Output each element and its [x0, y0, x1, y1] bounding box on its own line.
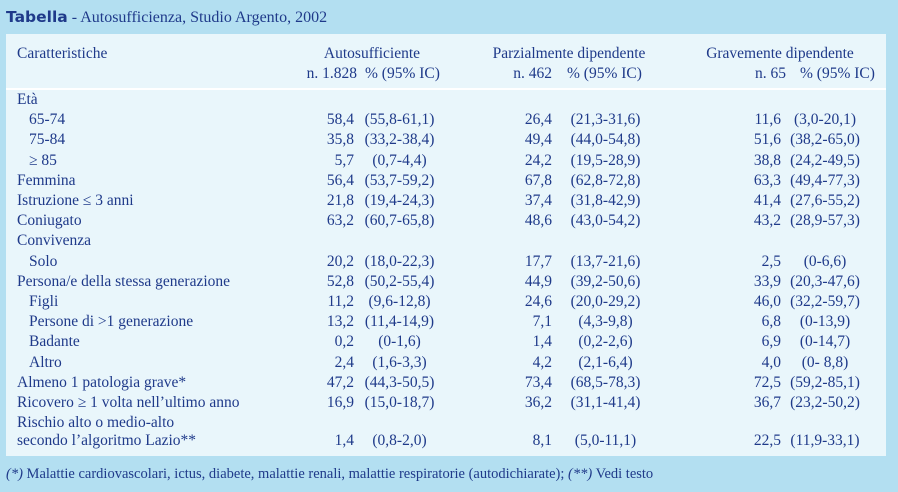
row-confidence-interval: (68,5-78,3): [570, 373, 641, 391]
row-confidence-interval: (23,2-50,2): [790, 394, 860, 411]
header-group-n: n. 65: [755, 65, 786, 82]
row-percent-value: 37,4: [524, 192, 552, 209]
row-confidence-interval: (2,1-6,4): [578, 353, 633, 371]
row-percent-value: 41,4: [753, 192, 781, 209]
footnote: [6, 466, 653, 483]
row-confidence-interval: (4,3-9,8): [578, 313, 633, 331]
row-percent-value: 6,8: [761, 313, 781, 331]
row-sublabel: Badante: [29, 333, 80, 351]
row-confidence-interval: (32,2-59,7): [790, 293, 860, 310]
row-percent-value: 38,8: [753, 151, 781, 169]
row-confidence-interval: (43,0-54,2): [570, 212, 641, 230]
header-group-name: Autosufficiente: [323, 45, 421, 62]
header-group-n: n. 1.828: [306, 65, 357, 82]
row-sublabel: Altro: [29, 353, 62, 371]
row-percent-value: 13,2: [326, 313, 354, 331]
header-group-name: Gravemente dipendente: [706, 45, 854, 62]
row-confidence-interval: (21,3-31,6): [570, 111, 641, 129]
row-percent-value: 4,0: [761, 353, 781, 371]
table-title-description: Autosufficienza, Studio Argento, 2002: [80, 9, 328, 26]
row-percent-value: 2,5: [761, 252, 781, 270]
footnote-mark-2: (**): [568, 466, 593, 482]
row-percent-value: 6,9: [761, 333, 781, 351]
row-confidence-interval: (33,2-38,4): [364, 131, 435, 149]
row-percent-value: 11,6: [754, 111, 781, 129]
row-confidence-interval: (18,0-22,3): [364, 252, 435, 270]
table-title-separator: -: [67, 9, 81, 26]
row-percent-value: 35,8: [326, 131, 354, 149]
row-percent-value: 20,2: [326, 252, 354, 270]
row-percent-value: 44,9: [524, 272, 552, 290]
row-percent-value: 36,2: [524, 394, 552, 411]
row-percent-value: 52,8: [326, 272, 354, 290]
row-label: Almeno 1 patologia grave*: [17, 373, 187, 391]
row-confidence-interval: (3,0-20,1): [794, 111, 856, 129]
header-group-n: n. 462: [513, 65, 552, 82]
row-percent-value: 33,9: [753, 272, 781, 290]
row-percent-value: 0,2: [334, 333, 354, 351]
row-sublabel: Persone di >1 generazione: [29, 313, 194, 331]
row-confidence-interval: (60,7-65,8): [364, 212, 435, 230]
row-sublabel: 65-74: [29, 111, 66, 129]
row-sublabel: Solo: [29, 252, 58, 270]
row-label: Coniugato: [17, 212, 82, 230]
row-confidence-interval: (28,9-57,3): [790, 212, 860, 230]
row-percent-value: 43,2: [753, 212, 781, 230]
row-percent-value: 21,8: [326, 192, 354, 209]
row-label: secondo l’algoritmo Lazio**: [17, 432, 197, 450]
row-percent-value: 56,4: [326, 171, 354, 189]
row-sublabel: 75-84: [29, 131, 66, 149]
header-divider: [6, 88, 886, 90]
row-percent-value: 72,5: [753, 373, 781, 391]
row-percent-value: 1,4: [334, 432, 354, 450]
row-percent-value: 46,0: [753, 293, 781, 310]
row-confidence-interval: (38,2-65,0): [790, 131, 860, 149]
table-title: [6, 8, 327, 27]
row-label: Persona/e della stessa generazione: [17, 272, 231, 290]
row-confidence-interval: (0-6,6): [803, 252, 847, 270]
row-confidence-interval: (59,2-85,1): [790, 373, 860, 391]
row-confidence-interval: (0,7-4,4): [372, 151, 427, 169]
table-title-label: Tabella: [6, 8, 68, 26]
row-sublabel: ≥ 85: [29, 151, 57, 169]
row-confidence-interval: (11,4-14,9): [364, 313, 435, 331]
row-percent-value: 63,3: [753, 171, 781, 189]
header-group-ci: % (95% IC): [567, 65, 642, 82]
footnote-mark-1: (*): [6, 466, 23, 482]
row-confidence-interval: (27,6-55,2): [790, 192, 860, 209]
row-percent-value: 2,4: [334, 353, 354, 371]
row-percent-value: 22,5: [753, 432, 781, 450]
row-confidence-interval: (0-13,9): [799, 313, 851, 331]
header-group-ci: % (95% IC): [365, 65, 440, 82]
row-percent-value: 49,4: [524, 131, 552, 149]
row-confidence-interval: (19,5-28,9): [570, 151, 641, 169]
row-confidence-interval: (9,6-12,8): [368, 293, 431, 310]
row-confidence-interval: (50,2-55,4): [364, 272, 435, 290]
header-group-name: Parzialmente dipendente: [492, 45, 646, 62]
row-confidence-interval: (44,3-50,5): [364, 373, 435, 391]
row-confidence-interval: (44,0-54,8): [570, 131, 641, 149]
row-label: Convivenza: [17, 232, 92, 250]
row-confidence-interval: (15,0-18,7): [364, 394, 435, 411]
row-percent-value: 7,1: [532, 313, 552, 331]
row-percent-value: 47,2: [326, 373, 354, 391]
footnote-text-1: Malattie cardiovascolari, ictus, diabete, malattie renali, malattie respiratorie (autodichiarate);: [22, 466, 569, 482]
row-confidence-interval: (11,9-33,1): [790, 432, 860, 450]
row-confidence-interval: (13,7-21,6): [570, 252, 641, 270]
row-label: Età: [17, 91, 38, 108]
row-confidence-interval: (39,2-50,6): [570, 272, 641, 290]
row-label: Rischio alto o medio-alto: [17, 414, 175, 432]
row-percent-value: 58,4: [326, 111, 354, 129]
row-percent-value: 1,4: [532, 333, 552, 351]
title-bar: [0, 0, 898, 34]
row-confidence-interval: (31,1-41,4): [570, 394, 641, 411]
row-percent-value: 5,7: [334, 151, 354, 169]
row-label: Ricovero ≥ 1 volta nell’ultimo anno: [17, 394, 240, 411]
row-confidence-interval: (19,4-24,3): [364, 192, 435, 209]
row-confidence-interval: (53,7-59,2): [364, 171, 435, 189]
row-confidence-interval: (31,8-42,9): [570, 192, 641, 209]
row-confidence-interval: (0-14,7): [799, 333, 851, 351]
row-percent-value: 11,2: [327, 293, 354, 310]
row-confidence-interval: (0,8-2,0): [372, 432, 427, 450]
row-percent-value: 36,7: [753, 394, 781, 411]
row-confidence-interval: (5,0-11,1): [574, 432, 637, 450]
row-confidence-interval: (49,4-77,3): [790, 171, 860, 189]
row-confidence-interval: (0,2-2,6): [578, 333, 633, 351]
row-sublabel: Figli: [29, 293, 59, 310]
row-percent-value: 8,1: [532, 432, 552, 450]
row-confidence-interval: (20,3-47,6): [790, 272, 860, 290]
row-confidence-interval: (20,0-29,2): [570, 293, 641, 310]
row-percent-value: 73,4: [524, 373, 552, 391]
row-confidence-interval: (0- 8,8): [801, 353, 849, 371]
row-percent-value: 4,2: [532, 353, 552, 371]
row-percent-value: 63,2: [326, 212, 354, 230]
header-characteristics: Caratteristiche: [17, 45, 108, 62]
row-label: Femmina: [17, 171, 76, 189]
row-label: Istruzione ≤ 3 anni: [17, 192, 134, 209]
row-percent-value: 51,6: [753, 131, 781, 149]
row-confidence-interval: (1,6-3,3): [372, 353, 427, 371]
row-confidence-interval: (55,8-61,1): [364, 111, 435, 129]
header-group-ci: % (95% IC): [800, 65, 875, 82]
footnote-text-2: Vedi testo: [592, 466, 654, 482]
row-percent-value: 48,6: [524, 212, 552, 230]
row-confidence-interval: (24,2-49,5): [790, 151, 860, 169]
row-percent-value: 67,8: [524, 171, 552, 189]
row-confidence-interval: (0-1,6): [378, 333, 421, 351]
row-percent-value: 16,9: [326, 394, 354, 411]
row-percent-value: 24,2: [524, 151, 552, 169]
row-percent-value: 17,7: [524, 252, 552, 270]
row-confidence-interval: (62,8-72,8): [570, 171, 641, 189]
row-percent-value: 26,4: [524, 111, 552, 129]
row-percent-value: 24,6: [524, 293, 552, 310]
